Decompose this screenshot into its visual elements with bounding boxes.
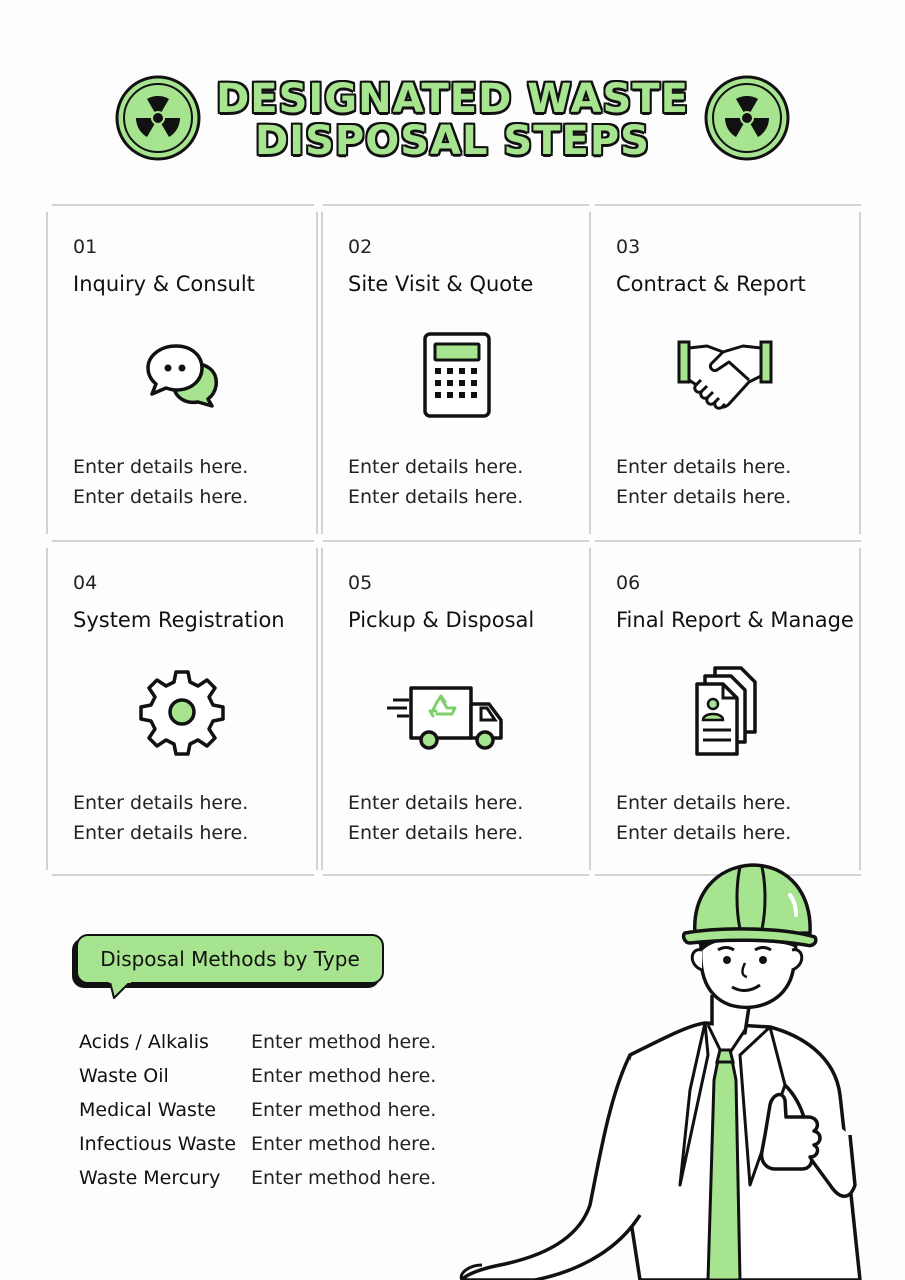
divider [316, 212, 318, 534]
speech-tail [106, 980, 134, 1000]
step-card-1 [46, 204, 318, 540]
step-detail: Enter details here. [73, 486, 249, 508]
waste-method: Enter method here. [251, 1133, 437, 1155]
step-card-6 [589, 540, 861, 876]
waste-method: Enter method here. [251, 1031, 437, 1053]
step-detail: Enter details here. [348, 486, 524, 508]
divider [323, 540, 589, 542]
step-card-2 [321, 204, 593, 540]
step-card-4 [46, 540, 318, 876]
waste-type: Waste Oil [79, 1065, 169, 1087]
step-detail: Enter details here. [73, 456, 249, 478]
step-title: Inquiry & Consult [73, 272, 255, 296]
divider [52, 204, 314, 206]
waste-type: Medical Waste [79, 1099, 217, 1121]
divider [323, 204, 589, 206]
divider [595, 540, 861, 542]
step-detail: Enter details here. [616, 792, 792, 814]
step-number: 02 [348, 236, 373, 258]
step-title: Final Report & Manage [616, 608, 854, 632]
waste-type: Acids / Alkalis [79, 1031, 209, 1053]
divider [321, 548, 323, 870]
waste-type: Infectious Waste [79, 1133, 237, 1155]
method-row [79, 1133, 439, 1167]
step-detail: Enter details here. [73, 822, 249, 844]
step-number: 05 [348, 572, 373, 594]
divider [589, 212, 591, 534]
gear-icon [130, 658, 234, 762]
title-line-2: DISPOSAL STEPS [255, 118, 650, 164]
waste-type: Waste Mercury [79, 1167, 221, 1189]
method-row [79, 1031, 439, 1065]
step-title: System Registration [73, 608, 285, 632]
divider [46, 212, 48, 534]
step-title: Pickup & Disposal [348, 608, 535, 632]
calculator-icon [405, 322, 509, 426]
handshake-icon [673, 322, 777, 426]
waste-method: Enter method here. [251, 1099, 437, 1121]
step-number: 01 [73, 236, 98, 258]
step-detail: Enter details here. [348, 822, 524, 844]
method-row [79, 1099, 439, 1133]
step-number: 03 [616, 236, 641, 258]
waste-method: Enter method here. [251, 1065, 437, 1087]
step-card-3 [589, 204, 861, 540]
divider [316, 548, 318, 870]
divider [321, 212, 323, 534]
step-card-5 [321, 540, 593, 876]
chat-bubbles-icon [130, 322, 234, 426]
step-number: 04 [73, 572, 98, 594]
waste-method: Enter method here. [251, 1167, 437, 1189]
divider [595, 204, 861, 206]
documents-icon [673, 658, 777, 762]
divider [859, 212, 861, 534]
radiation-icon [704, 75, 790, 161]
divider [52, 540, 314, 542]
step-detail: Enter details here. [73, 792, 249, 814]
methods-table [79, 1031, 439, 1201]
steps-grid [46, 204, 861, 876]
step-title: Site Visit & Quote [348, 272, 534, 296]
recycling-truck-icon [385, 658, 509, 762]
divider [46, 548, 48, 870]
divider [859, 548, 861, 870]
divider [52, 874, 314, 876]
method-row [79, 1065, 439, 1099]
step-detail: Enter details here. [616, 486, 792, 508]
method-row [79, 1167, 439, 1201]
step-detail: Enter details here. [616, 456, 792, 478]
step-number: 06 [616, 572, 641, 594]
step-detail: Enter details here. [348, 792, 524, 814]
step-detail: Enter details here. [616, 822, 792, 844]
title-line-1: DESIGNATED WASTE [216, 76, 689, 122]
radiation-icon [115, 75, 201, 161]
step-title: Contract & Report [616, 272, 806, 296]
divider [589, 548, 591, 870]
step-detail: Enter details here. [348, 456, 524, 478]
methods-heading: Disposal Methods by Type [76, 934, 384, 984]
page-title [190, 78, 715, 162]
worker-thumbs-up-illustration [440, 855, 905, 1280]
